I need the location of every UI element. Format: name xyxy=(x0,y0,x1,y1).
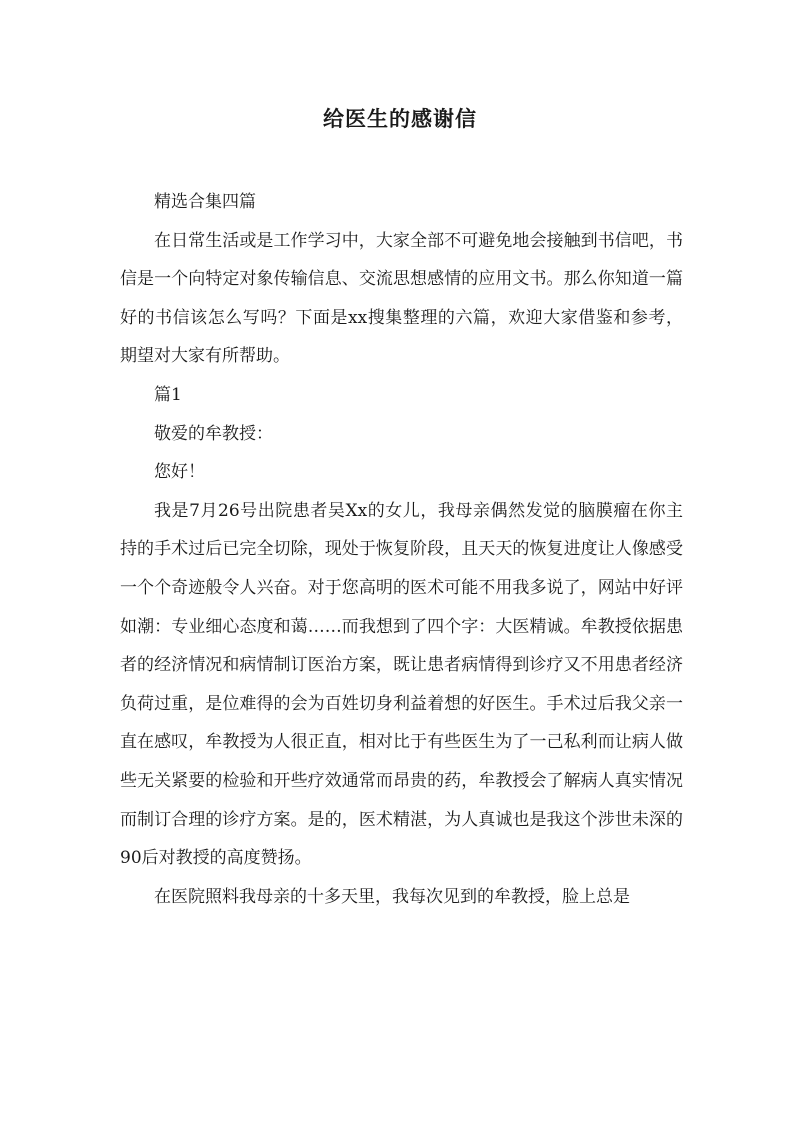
section-heading: 篇1 xyxy=(154,384,182,405)
intro-paragraph: 在日常生活或是工作学习中，大家全部不可避免地会接触到书信吧，书信是一个向特定对象传输信息、交流思想感情的应用文书。那么你知道一篇好的书信该怎么写吗？下面是xx搜集整理的六篇，欢迎大家借鉴和参考，期望对大家有所帮助。 xyxy=(120,230,683,367)
letter-body-paragraph: 在医院照料我母亲的十多天里，我每次见到的牟教授，脸上总是 xyxy=(154,886,630,907)
intro-subtitle: 精选合集四篇 xyxy=(154,192,256,212)
document-title: 给医生的感谢信 xyxy=(323,106,477,131)
document-body xyxy=(120,183,683,916)
letter-body-paragraph: 我是7月26号出院患者吴Xx的女儿，我母亲偶然发觉的脑膜瘤在你主持的手术过后已完全切除，现处于恢复阶段，且天天的恢复进度让人像感受一个个奇迹般令人兴奋。对于您高明的医术可能不用我多说了，网站中好评如潮：专业细心态度和蔼……而我想到了四个字：大医精诚。牟教授依据患者的经济情况和病情制订医治方案，既让患者病情得到诊疗又不用患者经济负荷过重，是位难得的会为百姓切身利益着想的好医生。手术过后我父亲一直在感叹，牟教授为人很正直，相对比于有些医生为了一己私利而让病人做些无关紧要的检验和开些疗效通常而昂贵的药，牟教授会了解病人真实情况而制订合理的诊疗方案。是的，医术精湛，为人真诚也是我这个涉世未深的90后对教授的高度赞扬。 xyxy=(120,500,683,869)
letter-greeting: 您好！ xyxy=(154,462,205,483)
letter-salutation: 敬爱的牟教授： xyxy=(154,423,273,444)
